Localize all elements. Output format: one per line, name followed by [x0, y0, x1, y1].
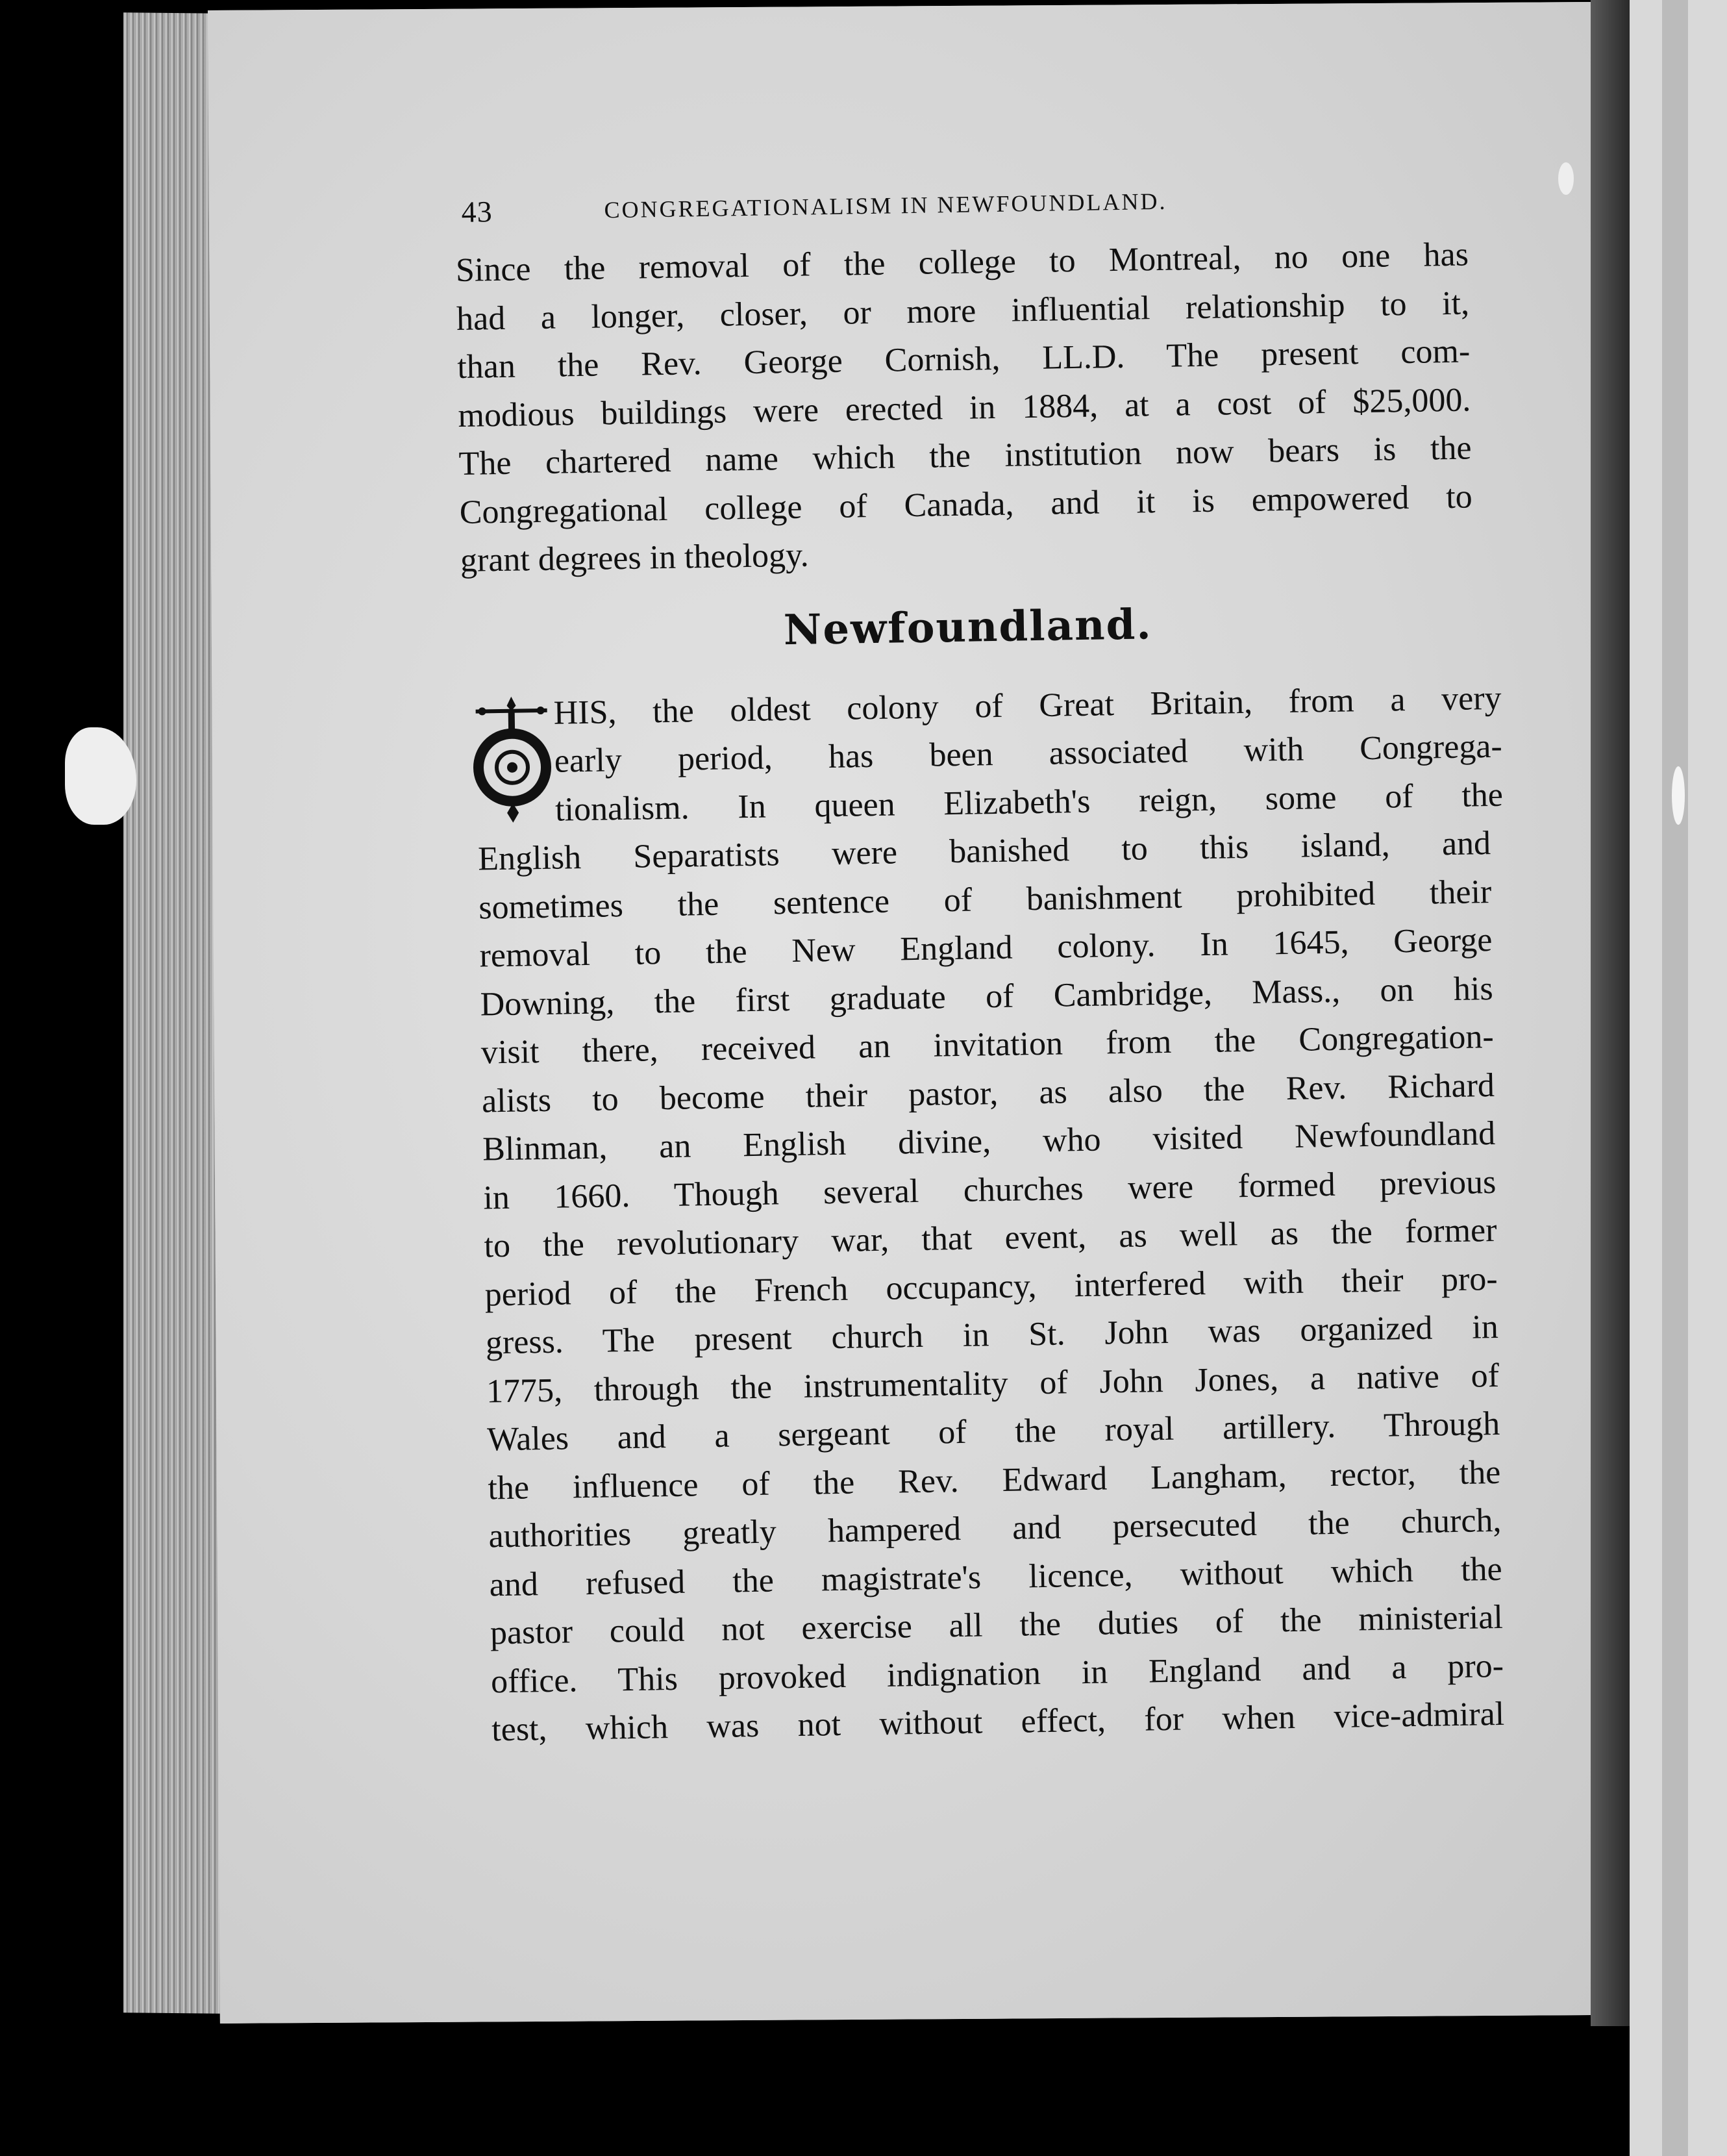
text-line: pastor could not exercise all the duties of the ministerial	[490, 1598, 1504, 1652]
text-line: test, which was not without effect, for when vice-admiral	[491, 1695, 1505, 1749]
text-line: authorities greatly hampered and persecuted the church,	[488, 1501, 1502, 1555]
paragraph-newfoundland	[475, 675, 1505, 1755]
paper-speck	[1672, 766, 1685, 825]
text-line: Blinman, an English divine, who visited Newfoundland	[482, 1115, 1496, 1168]
text-line: Wales and a sergeant of the royal artillery. Through	[486, 1405, 1500, 1459]
text-line: Since the removal of the college to Montreal, no one has	[455, 236, 1469, 289]
scan-border-bottom	[0, 2026, 1630, 2156]
text-line: gress. The present church in St. John was organized in	[485, 1308, 1499, 1362]
text-line: and refused the magistrate's licence, without which the	[489, 1550, 1503, 1603]
text-line: the influence of the Rev. Edward Langham, rector, the	[487, 1453, 1501, 1507]
section-heading: Newfoundland.	[783, 599, 1153, 655]
text-line: alists to become their pastor, as also the Rev. Richard	[481, 1066, 1495, 1120]
text-line: Downing, the first graduate of Cambridge, Mass., on his	[480, 970, 1493, 1023]
text-line: grant degrees in theology.	[460, 536, 810, 579]
text-line: in 1660. Though several churches were formed previous	[482, 1163, 1497, 1216]
facing-page-shadow	[1662, 0, 1688, 2156]
text-line: modious buildings were erected in 1884, at a cost of $25,000.	[458, 381, 1471, 434]
book-page-edges	[123, 12, 221, 2014]
text-line: visit there, received an invitation from the Congregation-	[480, 1018, 1495, 1072]
text-line: to the revolutionary war, that event, as well as the former	[484, 1211, 1497, 1265]
ornamental-drop-cap-icon	[469, 692, 555, 829]
paper-speck	[1558, 162, 1574, 195]
running-title: CONGREGATIONALISM IN NEWFOUNDLAND.	[604, 188, 1167, 223]
text-line: HIS, the oldest colony of Great Britain, from a very	[553, 679, 1502, 732]
text-line: removal to the New England colony. In 1645, George	[479, 921, 1493, 975]
text-line: 1775, through the instrumentality of John Jones, a native of	[486, 1357, 1500, 1410]
text-line: period of the French occupancy, interfered with their pro-	[484, 1260, 1498, 1313]
text-line: English Separatists were banished to this island, and	[477, 825, 1491, 878]
text-line: The chartered name which the institution now bears is the	[458, 429, 1472, 483]
text-line: tionalism. In queen Elizabeth's reign, some of the	[554, 776, 1504, 829]
text-line: had a longer, closer, or more influential relationship to it,	[456, 284, 1470, 338]
paragraph-college	[455, 231, 1493, 585]
text-line: Congregational college of Canada, and it is empowered to	[459, 477, 1473, 531]
page-text-block	[454, 172, 1511, 1755]
text-line: sometimes the sentence of banishment prohibited their	[478, 873, 1492, 927]
text-line: office. This provoked indignation in England and a pro-	[490, 1647, 1504, 1700]
text-line: than the Rev. George Cornish, LL.D. The present com-	[456, 332, 1471, 386]
page-number: 43	[461, 195, 493, 229]
book-spine-shadow	[1591, 0, 1630, 2033]
text-line: early period, has been associated with Congrega-	[554, 727, 1503, 780]
